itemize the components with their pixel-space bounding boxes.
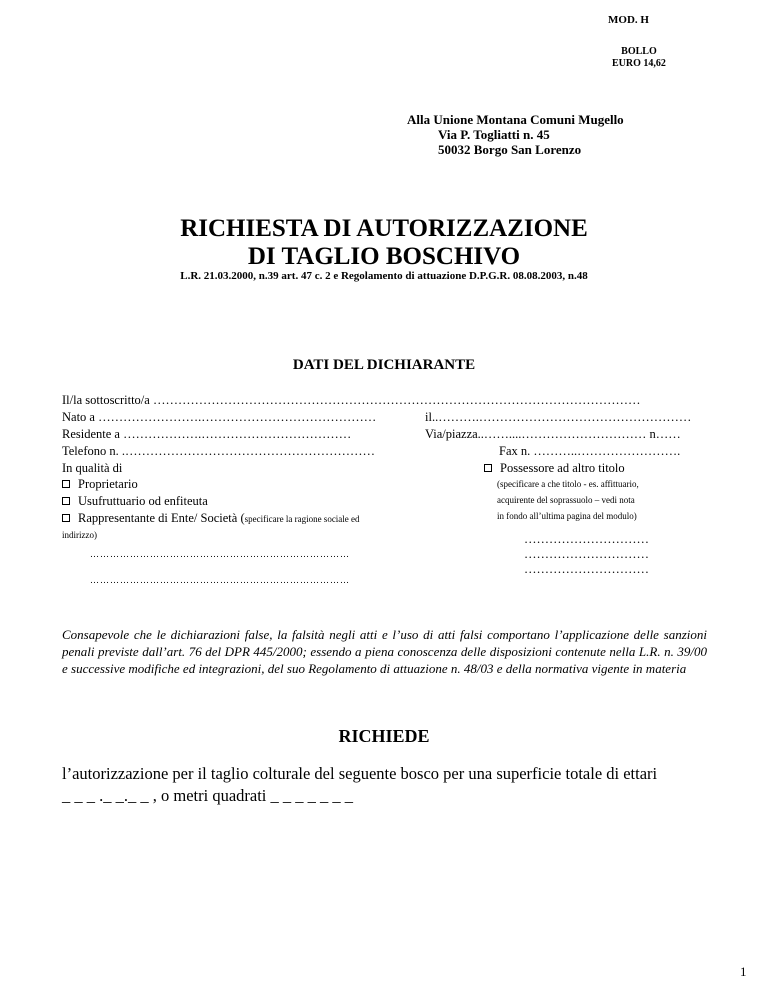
- option-usufruttuario[interactable]: [62, 494, 208, 509]
- field-via[interactable]: Via/piazza..……....………………………… n……: [425, 427, 681, 441]
- field-telefono[interactable]: Telefono n. .……………………………………………………: [62, 444, 375, 458]
- checkbox-icon[interactable]: [62, 514, 70, 522]
- option-rappresentante[interactable]: [62, 511, 360, 526]
- law-reference: L.R. 21.03.2000, n.39 art. 47 c. 2 e Regolamento di attuazione D.P.G.R. 08.08.2003, n.48: [180, 270, 588, 282]
- option-label: Rappresentante di Ente/ Società (: [78, 511, 245, 525]
- possessore-input-1[interactable]: …………………………: [524, 532, 649, 546]
- option-label: Usufruttuario od enfiteuta: [78, 494, 208, 508]
- checkbox-icon[interactable]: [62, 497, 70, 505]
- checkbox-icon[interactable]: [62, 480, 70, 488]
- ente-input-1[interactable]: ……………………………………………………………………: [90, 549, 350, 559]
- title-line-2: DI TAGLIO BOSCHIVO: [247, 243, 521, 270]
- option-possessore[interactable]: [484, 461, 625, 476]
- recipient-address: [407, 112, 624, 157]
- field-fax[interactable]: Fax n. ………..…………………….: [499, 444, 681, 458]
- recipient-name: Alla Unione Montana Comuni Mugello: [407, 112, 624, 127]
- disclaimer-paragraph: Consapevole che le dichiarazioni false, la falsità negli atti e l’uso di atti falsi comportano l’applicazione delle sanzioni penali previste dall’art. 76 del DPR 445/2000; essendo a piena conoscenza delle disposizioni contenute nella L.R. n. 39/00 e successive modifiche ed integrazioni, del suo Regolamento di attuazione n. 48/03 e della normativa vigente in materia: [62, 627, 707, 676]
- field-sottoscritto[interactable]: Il/la sottoscritto/a ………………………………………………………………………………………………………: [62, 393, 641, 407]
- recipient-city: 50032 Borgo San Lorenzo: [438, 142, 582, 157]
- stamp-duty-amount: EURO 14,62: [612, 58, 666, 69]
- title-line-1: RICHIESTA DI AUTORIZZAZIONE: [180, 215, 588, 242]
- option-note-continued: indirizzo): [62, 530, 97, 540]
- option-label: Proprietario: [78, 477, 138, 491]
- request-area-fields[interactable]: _ _ _ ._ _._ _ , o metri quadrati _ _ _ _ _ _ _: [62, 786, 354, 805]
- option-proprietario[interactable]: [62, 477, 138, 492]
- page-number: 1: [740, 964, 747, 979]
- possessore-note-1: (specificare a che titolo - es. affittuario,: [497, 479, 639, 489]
- ente-input-2[interactable]: ……………………………………………………………………: [90, 575, 350, 585]
- request-text: l’autorizzazione per il taglio colturale del seguente bosco per una superficie totale di ettari: [62, 764, 658, 783]
- field-data-nascita[interactable]: il..……….……………………………………………: [425, 410, 692, 424]
- possessore-note-2: acquirente del soprassuolo – vedi nota: [497, 495, 635, 505]
- in-qualita-label: In qualità di: [62, 461, 123, 475]
- possessore-input-3[interactable]: …………………………: [524, 562, 649, 576]
- possessore-input-2[interactable]: …………………………: [524, 547, 649, 561]
- option-label: Possessore ad altro titolo: [500, 461, 625, 475]
- section-heading-richiede: RICHIEDE: [338, 726, 430, 746]
- stamp-duty-label: BOLLO: [621, 46, 657, 57]
- field-nato-a[interactable]: Nato a …………………….……………………………………: [62, 410, 377, 424]
- stamp-duty: [612, 46, 666, 70]
- form-code: MOD. H: [608, 14, 649, 26]
- document-title: [0, 215, 768, 271]
- field-residente[interactable]: Residente a ……………….………………………………: [62, 427, 352, 441]
- possessore-note-3: in fondo all’ultima pagina del modulo): [497, 511, 637, 521]
- option-note: specificare la ragione sociale ed: [244, 514, 360, 524]
- checkbox-icon[interactable]: [484, 464, 492, 472]
- section-heading-dichiarante: DATI DEL DICHIARANTE: [292, 357, 476, 373]
- recipient-street: Via P. Togliatti n. 45: [438, 127, 550, 142]
